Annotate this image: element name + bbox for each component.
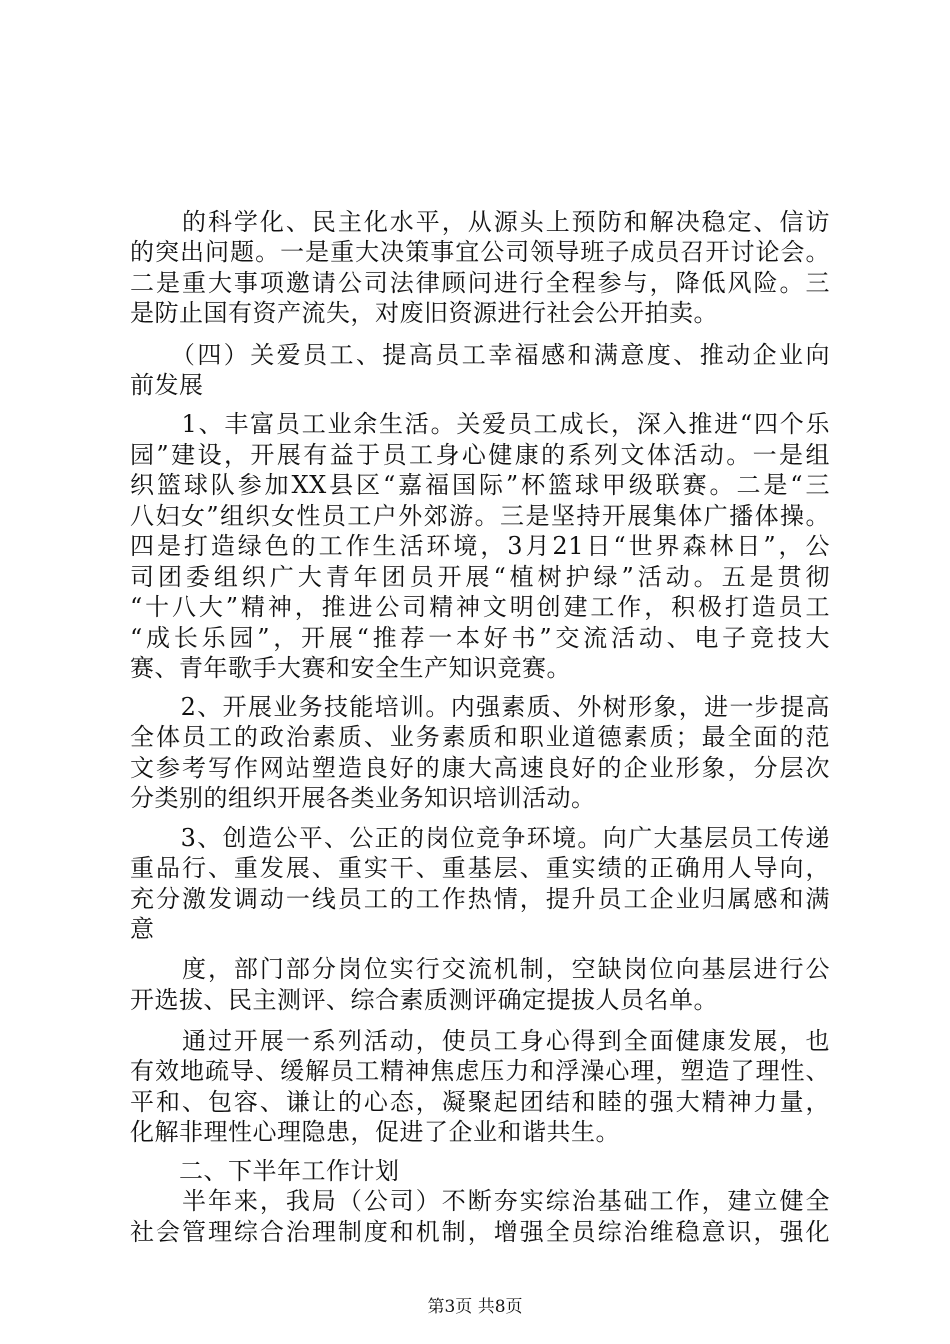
text-line: 社会管理综合治理制度和机制，增强全员综治维稳意识，强化 — [130, 1218, 830, 1246]
text-line: 1、丰富员工业余生活。关爱员工成长，深入推进“四个乐 — [130, 410, 830, 438]
text-line: 2、开展业务技能培训。内强素质、外树形象，进一步提高 — [130, 693, 830, 721]
text-line: 二、下半年工作计划 — [130, 1157, 400, 1185]
text-line: 分类别的组织开展各类业务知识培训活动。 — [130, 784, 596, 812]
text-line: 3、创造公平、公正的岗位竞争环境。向广大基层员工传递 — [130, 824, 830, 852]
text-line: 开选拔、民主测评、综合素质测评确定提拔人员名单。 — [130, 986, 718, 1014]
text-line: 园”建设，开展有益于员工身心健康的系列文体活动。一是组 — [130, 441, 830, 469]
text-line: 度，部门部分岗位实行交流机制，空缺岗位向基层进行公 — [130, 955, 830, 983]
text-line: 前发展 — [130, 371, 204, 399]
text-line: 重品行、重发展、重实干、重基层、重实绩的正确用人导向， — [130, 854, 830, 882]
text-line: 有效地疏导、缓解员工精神焦虑压力和浮澡心理，塑造了理性、 — [130, 1057, 830, 1085]
text-line: 四是打造绿色的工作生活环境，3月21日“世界森林日”，公 — [130, 532, 830, 560]
page-footer: 第3页 共8页 — [427, 1297, 523, 1317]
text-line: 八妇女”组织女性员工户外郊游。三是坚持开展集体广播体操。 — [130, 502, 830, 530]
text-line: “成长乐园”，开展“推荐一本好书”交流活动、电子竞技大 — [130, 624, 830, 652]
text-line: 是防止国有资产流失，对废旧资源进行社会公开拍卖。 — [130, 299, 718, 327]
text-line: “十八大”精神，推进公司精神文明创建工作，积极打造员工 — [130, 593, 830, 621]
text-line: 意 — [130, 915, 155, 943]
text-line: 赛、青年歌手大赛和安全生产知识竞赛。 — [130, 654, 571, 682]
text-line: （四）关爱员工、提高员工幸福感和满意度、推动企业向 — [130, 341, 830, 369]
text-line: 平和、包容、谦让的心态，凝聚起团结和睦的强大精神力量， — [130, 1088, 830, 1116]
text-line: 全体员工的政治素质、业务素质和职业道德素质；最全面的范 — [130, 723, 830, 751]
text-line: 织篮球队参加XX县区“嘉福国际”杯篮球甲级联赛。二是“三 — [130, 471, 830, 499]
text-line: 化解非理性心理隐患，促进了企业和谐共生。 — [130, 1118, 620, 1146]
text-line: 半年来，我局（公司）不断夯实综治基础工作，建立健全 — [130, 1187, 830, 1215]
text-line: 司团委组织广大青年团员开展“植树护绿”活动。五是贯彻 — [130, 563, 830, 591]
text-line: 充分激发调动一线员工的工作热情，提升员工企业归属感和满 — [130, 885, 830, 913]
text-line: 的科学化、民主化水平，从源头上预防和解决稳定、信访 — [130, 208, 830, 236]
text-line: 通过开展一系列活动，使员工身心得到全面健康发展，也 — [130, 1027, 830, 1055]
text-line: 文参考写作网站塑造良好的康大高速良好的企业形象，分层次 — [130, 754, 830, 782]
text-line: 的突出问题。一是重大决策事宜公司领导班子成员召开讨论会。 — [130, 238, 830, 266]
text-line: 二是重大事项邀请公司法律顾问进行全程参与，降低风险。三 — [130, 269, 830, 297]
